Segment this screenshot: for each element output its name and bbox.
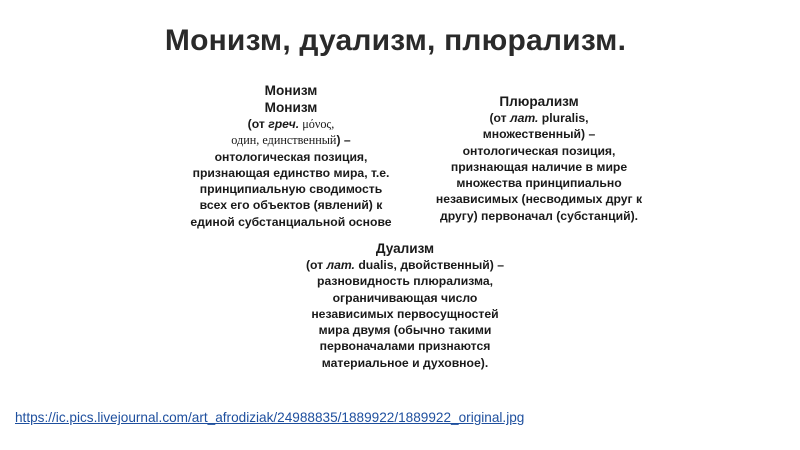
monism-text-line: признающая единство мира, т.е.: [192, 165, 390, 180]
pluralism-definition: [428, 93, 650, 224]
pluralism-text-line: онтологическая позиция,: [462, 143, 616, 158]
dualism-text-line: ограничивающая число: [332, 290, 478, 305]
monism-origin: (от греч. μόνος,: [247, 117, 335, 131]
pluralism-origin: (от лат. pluralis,: [489, 111, 589, 125]
dualism-text-line: независимых первосущностей: [311, 306, 499, 321]
monism-heading-repeat: Монизм: [264, 100, 318, 115]
dualism-origin: (от лат. dualis, двойственный) –: [305, 258, 505, 272]
slide-title: Монизм, дуализм, плюрализм.: [164, 24, 627, 57]
monism-definition: [180, 82, 402, 230]
monism-text-line: онтологическая позиция,: [214, 149, 368, 164]
dualism-text-line: первоначалами признаются: [319, 339, 491, 354]
monism-text-line: единой субстанциальной основе: [190, 214, 392, 229]
source-link[interactable]: https://ic.pics.livejournal.com/art_afrodiziak/24988835/1889922/1889922_original.jpg: [15, 410, 525, 425]
pluralism-text-line: множества принципиально: [456, 176, 622, 191]
monism-origin-meaning: один, единственный) –: [231, 133, 351, 148]
pluralism-text-line: другу) первоначал (субстанций).: [439, 208, 639, 223]
dualism-text-line: мира двумя (обычно такими: [318, 323, 492, 338]
pluralism-text-line: признающая наличие в мире: [450, 159, 628, 174]
pluralism-text-line: множественный) –: [482, 127, 596, 142]
monism-text-line: всех его объектов (явлений) к: [199, 198, 383, 213]
dualism-text-line: материальное и духовное).: [321, 355, 489, 370]
dualism-definition: [294, 240, 516, 371]
pluralism-text-line: независимых (несводимых друг к: [435, 192, 643, 207]
monism-heading: Монизм: [264, 83, 318, 98]
dualism-heading: Дуализм: [375, 241, 435, 256]
dualism-text-line: разновидность плюрализма,: [317, 274, 493, 289]
monism-text-line: принципиальную сводимость: [199, 182, 383, 197]
pluralism-heading: Плюрализм: [499, 94, 579, 109]
